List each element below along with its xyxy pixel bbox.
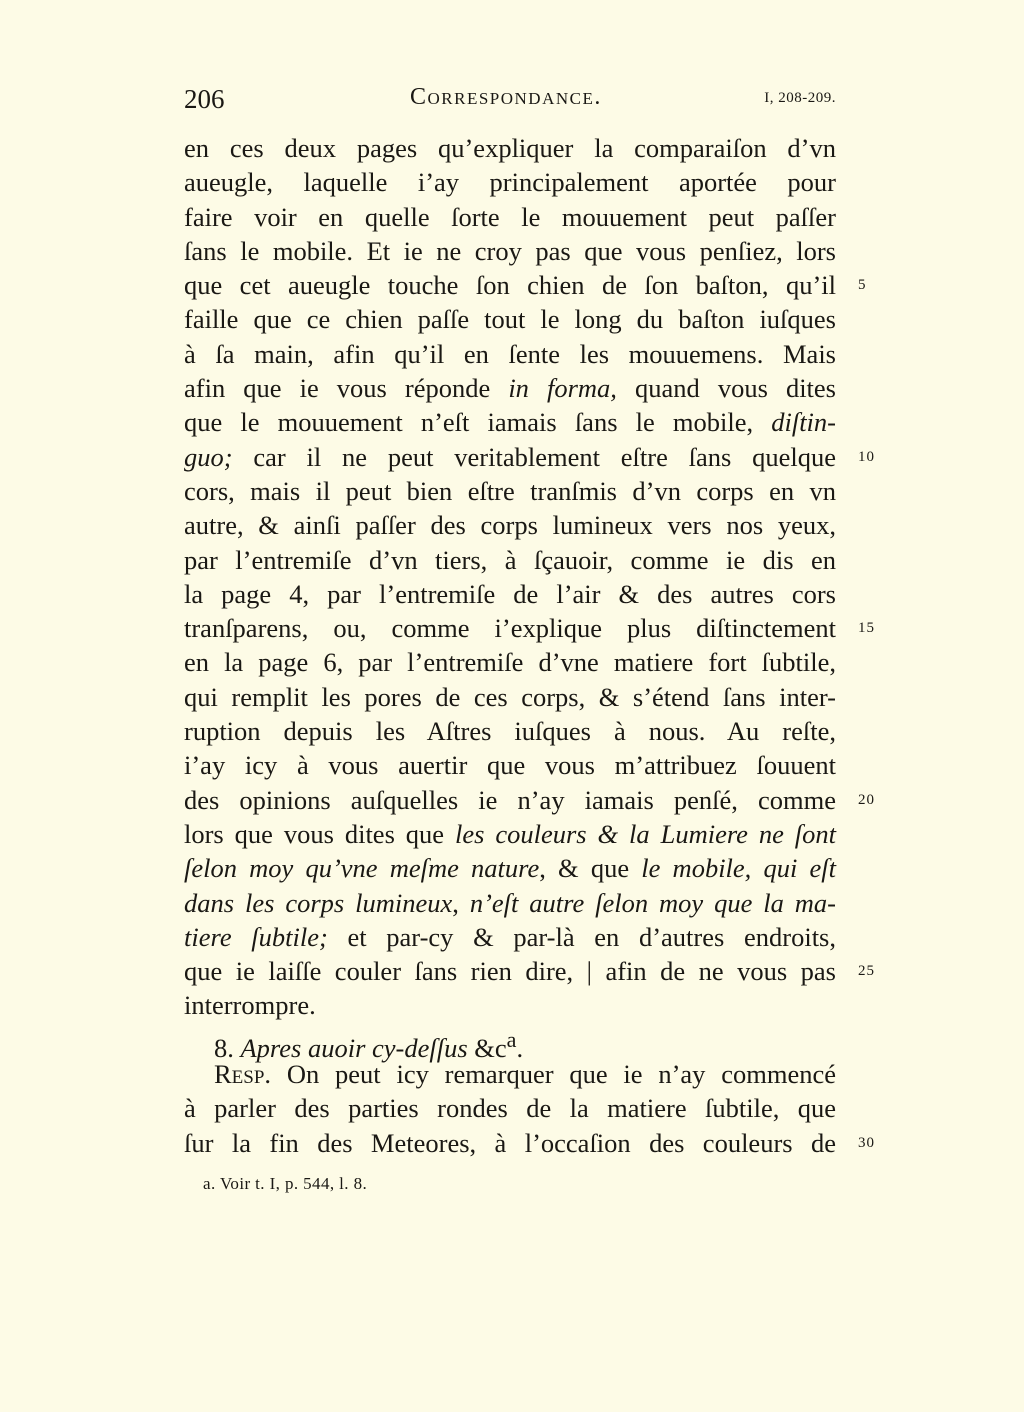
- text-line: [184, 337, 836, 371]
- line-text: tranſparens, ou, comme i’explique plus diſtinctement: [184, 613, 836, 644]
- text-line: [184, 1091, 836, 1125]
- line-text: des opinions auſquelles ie n’ay iamais penſé, comme: [184, 784, 836, 815]
- text-line: [184, 302, 836, 336]
- line-text: faille que ce chien paſſe tout le long du baſton iuſques: [184, 304, 836, 335]
- line-text: i’ay icy à vous auertir que vous m’attribuez ſouuent: [184, 750, 836, 781]
- line-number: 30: [858, 1134, 875, 1151]
- line-text: autre, & ainſi paſſer des corps lumineux vers nos yeux,: [184, 510, 836, 541]
- line-text: faire voir en quelle ſorte le mouuement peut paſſer: [184, 201, 836, 232]
- line-text: par l’entremiſe d’vn tiers, à ſçauoir, comme ie dis en: [184, 544, 836, 575]
- line-text: aueugle, laquelle i’ay principalement aportée pour: [184, 167, 836, 198]
- text-line: [184, 371, 836, 405]
- running-title: Correspondance.: [410, 84, 602, 110]
- line-pre: lors que vous dites que: [184, 818, 455, 849]
- footnote: a. Voir t. I, p. 544, l. 8.: [203, 1174, 368, 1193]
- line-text: cors, mais il peut bien eſtre tranſmis d’vn corps en vn: [184, 475, 836, 506]
- body-text: [184, 131, 875, 1160]
- line-ital: dans les corps lumineux: [184, 887, 453, 918]
- text-line: [184, 474, 836, 508]
- line-pre: afin que ie vous réponde: [184, 373, 509, 404]
- text-line: [184, 714, 836, 748]
- line-text: la page 4, par l’entremiſe de l’air & des autres cors: [184, 578, 836, 609]
- line-number: 25: [858, 963, 875, 980]
- line-ital: Apres auoir cy-deſſus: [240, 1032, 468, 1063]
- line-text: interrompre.: [184, 990, 316, 1021]
- line-number: 15: [858, 620, 875, 637]
- line-post: car il ne peut veritablement eſtre ſans quelque: [232, 441, 836, 472]
- text-line: [184, 268, 867, 302]
- line-text: à parler des parties rondes de la matiere ſubtile, que: [184, 1093, 836, 1124]
- text-line: [184, 508, 836, 542]
- line-ital: diſtin-: [771, 407, 836, 438]
- text-line: [184, 200, 836, 234]
- line-ital: in forma,: [508, 373, 617, 404]
- text-line: [184, 1057, 836, 1091]
- line-post: On peut icy remarquer que ie n’ay commencé: [271, 1059, 836, 1090]
- line-text: que cet aueugle touche ſon chien de ſon baſton, qu’il: [184, 270, 836, 301]
- line-text: ſur la fin des Meteores, à l’occaſion des couleurs de: [184, 1127, 836, 1158]
- text-line: [184, 851, 836, 885]
- line-post: quand vous dites: [616, 373, 836, 404]
- line-text: en ces deux pages qu’expliquer la comparaiſon d’vn: [184, 133, 836, 163]
- text-line: [184, 234, 836, 268]
- line-ital: les couleurs & la Lumiere ne ſont: [454, 818, 836, 849]
- text-line: [184, 577, 836, 611]
- line-ital: ſelon moy qu’vne meſme nature: [184, 853, 540, 884]
- text-line: [184, 783, 875, 817]
- text-line: [184, 1023, 836, 1063]
- line-ital: guo;: [184, 441, 233, 472]
- text-line: [184, 1126, 875, 1160]
- line-text: en la page 6, par l’entremiſe d’vne matiere fort ſubtile,: [184, 647, 836, 678]
- line-text: ſans le mobile. Et ie ne croy pas que vous penſiez, lors: [184, 235, 836, 266]
- line-number: 20: [858, 791, 875, 808]
- line-pre: que le mouuement n’eſt iamais ſans le mobile,: [184, 407, 772, 438]
- page-header: [184, 84, 836, 120]
- text-line: [184, 165, 836, 199]
- line-number: 5: [858, 277, 867, 294]
- line-text: à ſa main, afin qu’il en ſente les mouuemens. Mais: [184, 338, 836, 369]
- page-reference: I, 208-209.: [764, 90, 836, 106]
- line-post: ,: [452, 887, 470, 918]
- line-post: et par-cy & par-là en d’autres endroits,: [327, 921, 836, 952]
- line-pre: 8.: [214, 1032, 241, 1063]
- line-post: , & que: [539, 853, 642, 884]
- line-sup: a: [506, 1026, 517, 1052]
- text-line: [184, 440, 875, 474]
- text-line: [184, 405, 836, 439]
- text-line: [184, 988, 836, 1022]
- text-line: [184, 748, 836, 782]
- line-ital2: le mobile, qui eſt: [641, 853, 836, 884]
- page-number: 206: [184, 84, 225, 114]
- text-line: [184, 920, 836, 954]
- text-line: [184, 954, 875, 988]
- line-post: &c: [467, 1032, 507, 1063]
- line-text: qui remplit les pores de ces corps, & s’étend ſans inter-: [184, 681, 836, 712]
- text-line: [184, 645, 836, 679]
- line-ital2: n’eſt autre ſelon moy que la ma-: [469, 887, 837, 918]
- line-post2: .: [516, 1032, 524, 1063]
- text-line: [184, 886, 836, 920]
- text-line: [184, 131, 836, 165]
- line-sc: Resp.: [214, 1059, 272, 1090]
- text-line: [184, 817, 836, 851]
- line-text: que ie laiſſe couler ſans rien dire, | afin de ne vous pas: [184, 956, 836, 987]
- text-line: [184, 543, 836, 577]
- line-number: 10: [858, 448, 875, 465]
- line-text: ruption depuis les Aſtres iuſques à nous. Au reſte,: [184, 716, 836, 747]
- text-line: [184, 611, 875, 645]
- text-line: [184, 680, 836, 714]
- line-ital: tiere ſubtile;: [184, 921, 328, 952]
